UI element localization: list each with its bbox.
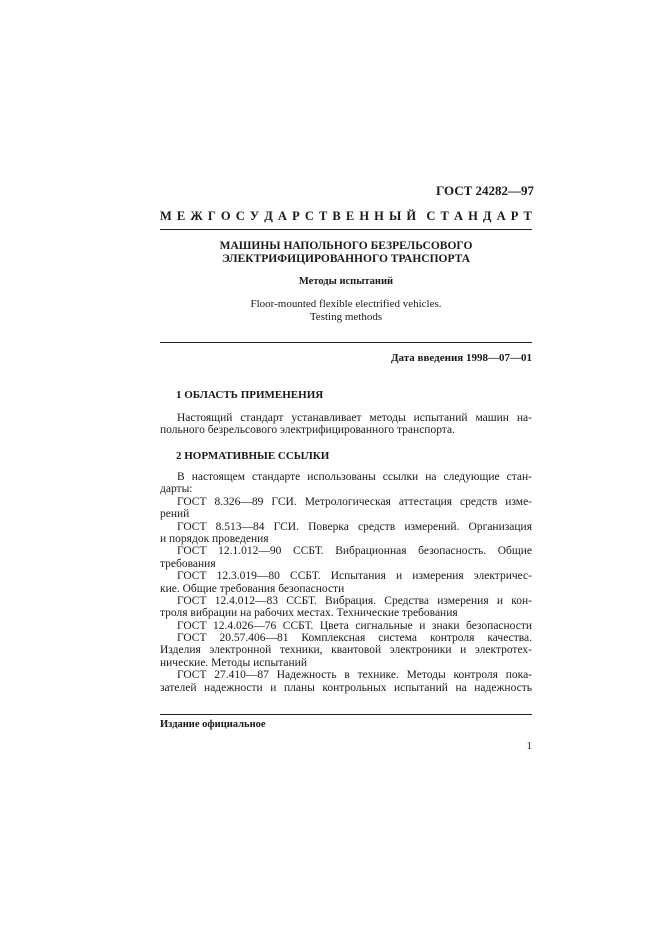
interstate-heading-letter: Т [523,209,532,223]
section-2-heading: 2 НОРМАТИВНЫЕ ССЫЛКИ [176,450,330,462]
interstate-heading-letter: Т [318,209,328,223]
interstate-heading-letter: Д [482,209,492,223]
english-title [160,298,532,324]
paragraph-line: польного безрельсового электрифицированного транспорта. [160,424,455,437]
reference-line: требования [160,557,216,570]
reference-line: зателей надежности и планы контрольных испытаний на надежность [160,681,532,694]
reference-line: Изделия электронной техники, квантовой электроники и электротех- [160,644,532,657]
interstate-heading-letter: Е [345,209,355,223]
official-edition-label: Издание официальное [160,719,266,730]
interstate-heading-letter: А [453,209,463,223]
reference-line: ГОСТ 8.326—89 ГСИ. Метрологическая аттестация средств изме- [177,495,532,508]
interstate-heading-letter: В [332,209,341,223]
english-title-line-1: Floor-mounted flexible electrified vehicles. [250,298,442,310]
reference-line: ГОСТ 12.4.026—76 ССБТ. Цвета сигнальные и знаки безопасности [177,619,532,632]
reference-line: нические. Методы испытаний [160,656,307,669]
interstate-heading-letter: М [160,209,172,223]
reference-line: ГОСТ 20.57.406—81 Комплексная система контроля качества. [177,632,532,645]
section-1-heading: 1 ОБЛАСТЬ ПРИМЕНЕНИЯ [176,389,324,401]
title-line-2: ЭЛЕКТРИФИЦИРОВАННОГО ТРАНСПОРТА [221,253,471,265]
interstate-heading-letter: У [249,209,260,223]
paragraph-line: В настоящем стандарте использованы ссылки на следующие стан- [177,471,532,483]
reference-line: ГОСТ 12.1.012—90 ССБТ. Вибрационная безопасность. Общие [177,545,532,558]
interstate-heading-letter: Ж [190,209,203,223]
english-title-line-2: Testing methods [309,311,383,323]
interstate-heading-letter: Ы [389,209,402,223]
introduction-date: Дата введения 1998—07—01 [390,352,532,364]
interstate-heading-letter: Т [440,209,449,223]
interstate-heading-letter: Р [510,209,519,223]
reference-line: ГОСТ 8.513—84 ГСИ. Поверка средств измерений. Организация [177,520,532,533]
paragraph-line: Настоящий стандарт устанавливает методы испытаний машин на- [177,412,532,424]
interstate-heading-letter: С [304,209,314,223]
interstate-heading-letter: А [277,209,287,223]
reference-line: кие. Общие требования безопасности [160,582,345,595]
footer-rule [160,714,532,715]
interstate-heading-letter: О [220,209,231,223]
document-subtitle: Методы испытаний [298,276,394,287]
interstate-heading-letter: Н [359,209,370,223]
reference-line: ГОСТ 12.4.012—83 ССБТ. Вибрация. Средства измерения и кон- [177,594,532,607]
page-number: 1 [526,740,532,752]
reference-line: троля вибрации на рабочих местах. Технические требования [160,607,458,620]
title-divider-rule [160,342,532,343]
section-1-body [160,412,532,437]
interstate-heading-letter: С [235,209,245,223]
gost-number: ГОСТ 24282—97 [436,183,535,198]
interstate-heading-letter: Г [207,209,216,223]
reference-line: ГОСТ 27.410—87 Надежность в технике. Методы контроля пока- [177,669,532,682]
interstate-standard-heading [160,209,532,224]
reference-line: и порядок проведения [160,532,269,545]
interstate-heading-letter: Н [374,209,384,223]
reference-line: рений [160,508,190,521]
reference-line: ГОСТ 12.3.019—80 ССБТ. Испытания и измерения электричес- [177,570,532,583]
interstate-heading-letter: Е [176,209,186,223]
section-2-body [160,471,532,694]
top-rule [160,229,532,230]
title-line-1: МАШИНЫ НАПОЛЬНОГО БЕЗРЕЛЬСОВОГО [219,240,473,252]
interstate-heading-letter: А [496,209,506,223]
paragraph-line: дарты: [160,483,193,496]
interstate-heading-letter: Й [406,209,417,223]
interstate-heading-letter: Р [292,209,300,223]
interstate-heading-letter: С [426,209,436,223]
document-title [160,240,532,266]
interstate-heading-letter: Д [264,209,273,223]
interstate-heading-letter: Н [468,209,478,223]
